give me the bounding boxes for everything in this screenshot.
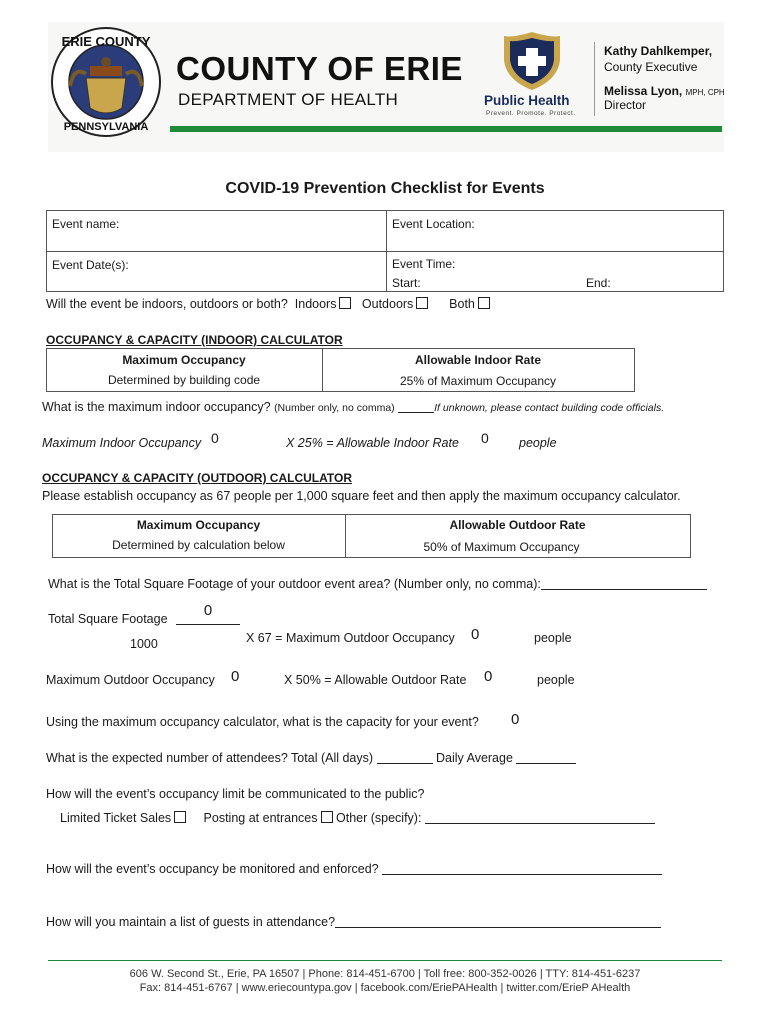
guests-question-text: How will you maintain a list of guests in attendance?	[46, 915, 336, 929]
outdoors-option-label: Outdoors	[361, 297, 414, 311]
posting-option-label: Posting at entrances	[203, 811, 318, 825]
sqft-label: Total Square Footage	[48, 612, 168, 626]
outdoor-section-heading: OCCUPANCY & CAPACITY (OUTDOOR) CALCULATOR	[42, 471, 352, 485]
indoor-occupancy-question	[42, 400, 664, 414]
venue-question-text: Will the event be indoors, outdoors or both?	[46, 297, 288, 311]
tickets-option-label: Limited Ticket Sales	[60, 811, 172, 825]
monitor-question	[46, 862, 662, 876]
posting-checkbox[interactable]	[321, 811, 333, 823]
indoor-occupancy-input[interactable]	[398, 400, 434, 413]
outdoor-intro: Please establish occupancy as 67 people per 1,000 square feet and then apply the maximum occupancy calculator.	[42, 489, 681, 503]
other-option-label: Other (specify):	[336, 811, 422, 825]
indoor-calc-label: Maximum Indoor Occupancy	[42, 436, 202, 450]
attendees-question	[46, 751, 576, 765]
public-health-wordmark: Public Health	[484, 93, 570, 108]
daily-average-label: Daily Average	[436, 751, 513, 765]
x50-result[interactable]: 0	[484, 668, 493, 685]
indoors-option-label: Indoors	[294, 297, 337, 311]
department-name: DEPARTMENT OF HEALTH	[178, 90, 399, 109]
executive-name: Kathy Dahlkemper,	[604, 44, 713, 58]
both-option-label: Both	[449, 297, 475, 311]
x50-operation: X 50% = Allowable Outdoor Rate	[284, 673, 467, 687]
max-outdoor-label: Maximum Outdoor Occupancy	[46, 673, 215, 687]
header-divider	[594, 42, 595, 116]
other-specify-input[interactable]	[425, 811, 655, 824]
attendees-total-input[interactable]	[377, 751, 433, 764]
public-health-tagline: Prevent. Promote. Protect.	[486, 110, 576, 117]
indoor-calc-operation: X 25% = Allowable Indoor Rate	[286, 436, 459, 450]
attendees-question-text: What is the expected number of attendees? Total (All days)	[46, 751, 374, 765]
indoor-unknown-note: If unknown, please contact building code officials.	[434, 402, 665, 414]
footer-contacts: Fax: 814-451-6767 | www.eriecountypa.gov | facebook.com/EriePAHealth | twitter.com/ErieP AHealth	[139, 982, 631, 994]
outdoors-checkbox[interactable]	[416, 297, 428, 309]
indoor-col1-head: Maximum Occupancy	[122, 353, 246, 367]
sqft-question-text: What is the Total Square Footage of your outdoor event area? (Number only, no comma):	[48, 577, 541, 591]
communicate-options	[60, 811, 655, 825]
event-end-field[interactable]: End:	[586, 276, 611, 290]
sqft-answer-line[interactable]	[541, 577, 707, 590]
indoor-col2-value: 25% of Maximum Occupancy	[399, 374, 557, 388]
capacity-question: Using the maximum occupancy calculator, what is the capacity for your event?	[46, 715, 479, 729]
svg-text:PENNSYLVANIA: PENNSYLVANIA	[63, 121, 149, 133]
footer-address: 606 W. Second St., Erie, PA 16507 | Phone: 814-451-6700 | Toll free: 800-352-0026 | TTY: 814-451-6237	[129, 968, 641, 980]
event-time-label: Event Time:	[392, 257, 456, 271]
county-name: COUNTY OF ERIE	[176, 50, 463, 87]
county-seal-logo	[50, 26, 162, 138]
x67-operation: X 67 = Maximum Outdoor Occupancy	[246, 631, 455, 645]
venue-question	[46, 297, 490, 311]
indoor-col1-value: Determined by building code	[107, 373, 261, 387]
indoor-calc-result[interactable]: 0	[481, 430, 489, 446]
communicate-question: How will the event’s occupancy limit be communicated to the public?	[46, 787, 425, 801]
sqft-divisor: 1000	[130, 637, 158, 651]
indoor-calc-unit: people	[519, 436, 557, 450]
indoor-question-note: (Number only, no comma)	[274, 402, 395, 414]
director-name: Melissa Lyon,	[604, 84, 683, 98]
x67-unit: people	[534, 631, 572, 645]
sqft-value[interactable]: 0	[176, 602, 240, 625]
x67-result[interactable]: 0	[471, 626, 480, 643]
outdoor-col1-value: Determined by calculation below	[112, 538, 285, 552]
sqft-question	[48, 577, 707, 591]
max-outdoor-value[interactable]: 0	[231, 668, 240, 685]
executive-title: County Executive	[604, 60, 698, 74]
header-green-rule	[170, 126, 722, 132]
event-name-field[interactable]: Event name:	[52, 217, 120, 231]
event-start-field[interactable]: Start:	[392, 276, 421, 290]
x50-unit: people	[537, 673, 575, 687]
page-title: COVID-19 Prevention Checklist for Events	[225, 180, 545, 197]
director-line	[604, 84, 725, 98]
footer-rule	[48, 960, 722, 961]
director-credentials: MPH, CPH	[685, 88, 725, 97]
indoor-col2-head: Allowable Indoor Rate	[414, 353, 541, 367]
event-location-field[interactable]: Event Location:	[392, 217, 475, 231]
outdoor-col2-value: 50% of Maximum Occupancy	[423, 540, 580, 554]
svg-text:ERIE COUNTY: ERIE COUNTY	[61, 34, 151, 49]
outdoor-col1-head: Maximum Occupancy	[136, 518, 261, 532]
public-health-shield-logo	[500, 30, 564, 92]
monitor-question-text: How will the event’s occupancy be monitored and enforced?	[46, 862, 379, 876]
guests-answer-line[interactable]	[335, 915, 661, 928]
outdoor-col2-head: Allowable Outdoor Rate	[449, 518, 586, 532]
tickets-checkbox[interactable]	[174, 811, 186, 823]
indoor-calc-value[interactable]: 0	[211, 430, 219, 446]
capacity-value[interactable]: 0	[511, 711, 520, 728]
daily-average-input[interactable]	[516, 751, 576, 764]
event-dates-field[interactable]: Event Date(s):	[52, 258, 129, 272]
indoor-question-text: What is the maximum indoor occupancy?	[42, 400, 271, 414]
guests-question	[46, 915, 661, 929]
both-checkbox[interactable]	[478, 297, 490, 309]
indoor-section-heading: OCCUPANCY & CAPACITY (INDOOR) CALCULATOR	[46, 333, 343, 347]
indoors-checkbox[interactable]	[339, 297, 351, 309]
event-info-row-divider	[46, 251, 723, 252]
director-title: Director	[604, 98, 647, 112]
monitor-answer-line[interactable]	[382, 862, 662, 875]
